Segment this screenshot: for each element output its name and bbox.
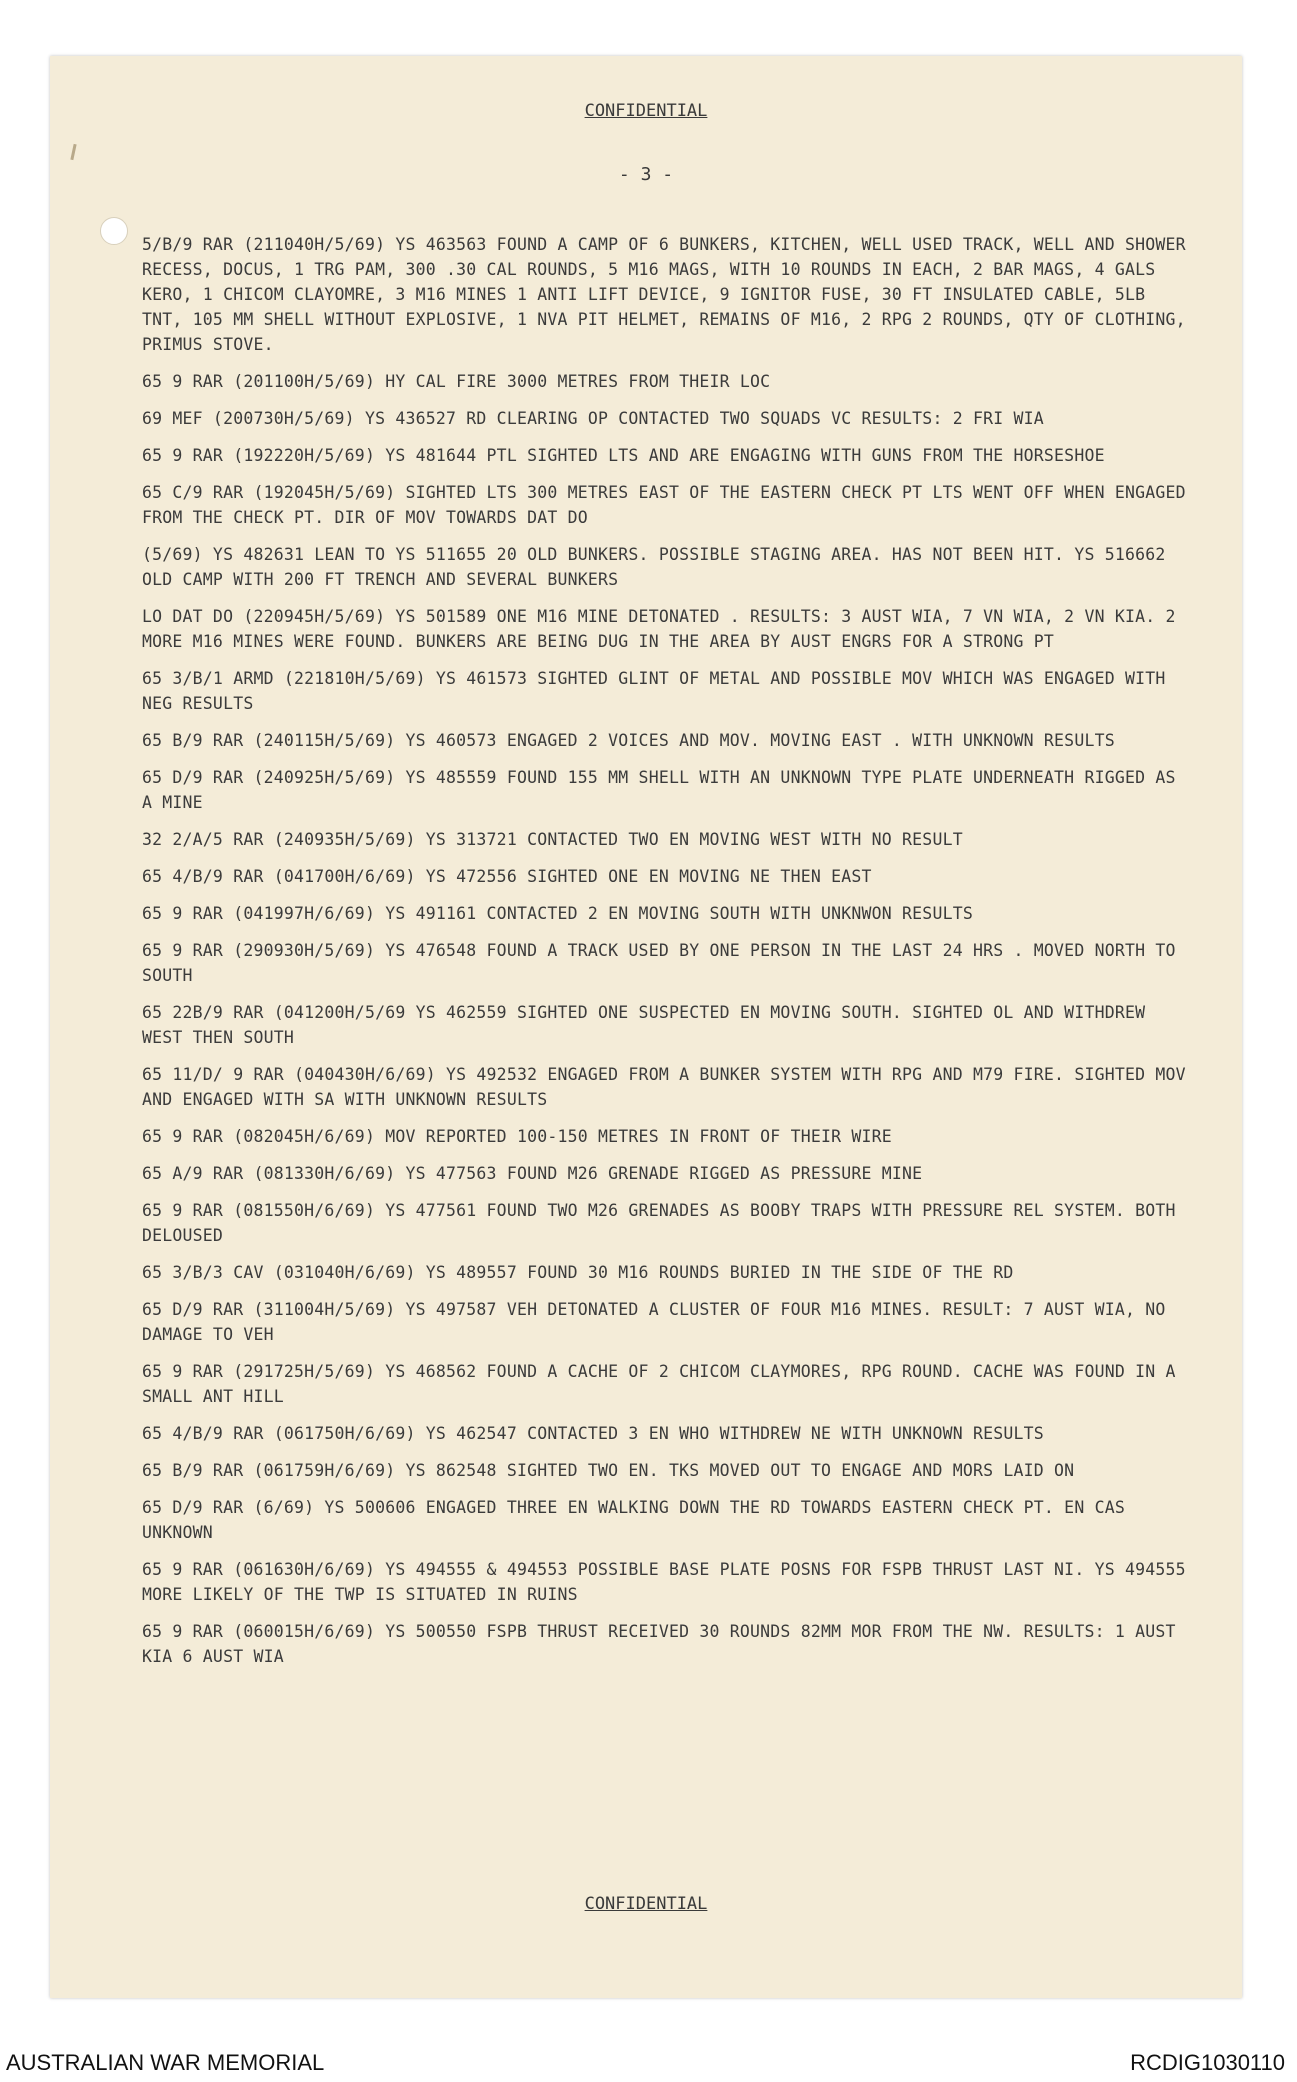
report-entry: 65 9 RAR (060015H/6/69) YS 500550 FSPB THRUST RECEIVED 30 ROUNDS 82MM MOR FROM THE NW. RESULTS: 1 AUST KIA 6 AUST WIA [142, 1622, 1186, 1666]
report-entry: 65 D/9 RAR (6/69) YS 500606 ENGAGED THREE EN WALKING DOWN THE RD TOWARDS EASTERN CHECK PT. EN CAS UNKNOWN [142, 1498, 1136, 1542]
report-entry: 65 9 RAR (082045H/6/69) MOV REPORTED 100-150 METRES IN FRONT OF THEIR WIRE [142, 1127, 892, 1146]
report-entry: 65 9 RAR (291725H/5/69) YS 468562 FOUND A CACHE OF 2 CHICOM CLAYMORES, RPG ROUND. CACHE WAS FOUND IN A SMALL ANT HILL [142, 1362, 1186, 1406]
document-page [50, 56, 1242, 1998]
report-entry: 65 22B/9 RAR (041200H/5/69 YS 462559 SIGHTED ONE SUSPECTED EN MOVING SOUTH. SIGHTED OL AND WITHDREW WEST THEN SOUTH [142, 1003, 1156, 1047]
report-entry: 65 9 RAR (061630H/6/69) YS 494555 & 494553 POSSIBLE BASE PLATE POSNS FOR FSPB THRUST LAST NI. YS 494555 MORE LIKELY OF THE TWP IS SITUATED IN RUINS [142, 1560, 1196, 1604]
report-entry: 5/B/9 RAR (211040H/5/69) YS 463563 FOUND A CAMP OF 6 BUNKERS, KITCHEN, WELL USED TRACK, WELL AND SHOWER RECESS, DOCUS, 1 TRG PAM, 300 .30 CAL ROUNDS, 5 M16 MAGS, WITH 10 ROUNDS IN EACH, 2 BAR MAGS, 4 GALS KERO, 1 CHICOM CLAYOMRE, 3 M16 MINES 1 ANTI LIFT DEVICE, 9 IGNITOR FUSE, 30 FT INSULATED CABLE, 5LB TNT, 105 MM SHELL WITHOUT EXPLOSIVE, 1 NVA PIT HELMET, REMAINS OF M16, 2 RPG 2 ROUNDS, QTY OF CLOTHING, PRIMUS STOVE. [142, 235, 1196, 354]
report-entry: 65 A/9 RAR (081330H/6/69) YS 477563 FOUND M26 GRENADE RIGGED AS PRESSURE MINE [142, 1164, 923, 1183]
archive-institution: AUSTRALIAN WAR MEMORIAL [6, 2050, 325, 2075]
report-entry: 65 D/9 RAR (240925H/5/69) YS 485559 FOUND 155 MM SHELL WITH AN UNKNOWN TYPE PLATE UNDERNEATH RIGGED AS A MINE [142, 768, 1186, 812]
punch-hole [100, 217, 128, 245]
report-entry: 65 9 RAR (201100H/5/69) HY CAL FIRE 3000 METRES FROM THEIR LOC [142, 372, 771, 391]
report-entry: 65 4/B/9 RAR (041700H/6/69) YS 472556 SIGHTED ONE EN MOVING NE THEN EAST [142, 867, 872, 886]
report-entry: 65 3/B/3 CAV (031040H/6/69) YS 489557 FOUND 30 M16 ROUNDS BURIED IN THE SIDE OF THE RD [142, 1263, 1014, 1282]
report-entry: 65 3/B/1 ARMD (221810H/5/69) YS 461573 SIGHTED GLINT OF METAL AND POSSIBLE MOV WHICH WAS ENGAGED WITH NEG RESULTS [142, 669, 1176, 713]
margin-mark [70, 144, 76, 160]
report-entry: 65 D/9 RAR (311004H/5/69) YS 497587 VEH DETONATED A CLUSTER OF FOUR M16 MINES. RESULT: 7 AUST WIA, NO DAMAGE TO VEH [142, 1300, 1176, 1344]
page-number: - 3 - [618, 164, 674, 185]
report-entry: 65 B/9 RAR (240115H/5/69) YS 460573 ENGAGED 2 VOICES AND MOV. MOVING EAST . WITH UNKNOWN RESULTS [142, 731, 1115, 750]
report-entry: 32 2/A/5 RAR (240935H/5/69) YS 313721 CONTACTED TWO EN MOVING WEST WITH NO RESULT [142, 830, 963, 849]
report-entry: 65 9 RAR (192220H/5/69) YS 481644 PTL SIGHTED LTS AND ARE ENGAGING WITH GUNS FROM THE HORSESHOE [142, 446, 1105, 465]
archive-caption-bar [0, 2046, 1297, 2082]
footer-classification: CONFIDENTIAL [584, 1894, 708, 1914]
report-entry: LO DAT DO (220945H/5/69) YS 501589 ONE M16 MINE DETONATED . RESULTS: 3 AUST WIA, 7 VN WIA, 2 VN KIA. 2 MORE M16 MINES WERE FOUND. BUNKERS ARE BEING DUG IN THE AREA BY AUST ENGRS FOR A STRONG PT [142, 607, 1186, 651]
header-classification: CONFIDENTIAL [584, 101, 708, 121]
report-entry: 65 9 RAR (290930H/5/69) YS 476548 FOUND A TRACK USED BY ONE PERSON IN THE LAST 24 HRS . MOVED NORTH TO SOUTH [142, 941, 1186, 985]
archive-item-id: RCDIG1030110 [1130, 2050, 1285, 2075]
report-entry: 65 11/D/ 9 RAR (040430H/6/69) YS 492532 ENGAGED FROM A BUNKER SYSTEM WITH RPG AND M79 FIRE. SIGHTED MOV AND ENGAGED WITH SA WITH UNKNOWN RESULTS [142, 1065, 1196, 1109]
report-entry: 65 4/B/9 RAR (061750H/6/69) YS 462547 CONTACTED 3 EN WHO WITHDREW NE WITH UNKNOWN RESULTS [142, 1424, 1044, 1443]
report-entry: (5/69) YS 482631 LEAN TO YS 511655 20 OLD BUNKERS. POSSIBLE STAGING AREA. HAS NOT BEEN HIT. YS 516662 OLD CAMP WITH 200 FT TRENCH AND SEVERAL BUNKERS [142, 545, 1176, 589]
report-entry: 65 B/9 RAR (061759H/6/69) YS 862548 SIGHTED TWO EN. TKS MOVED OUT TO ENGAGE AND MORS LAID ON [142, 1461, 1075, 1480]
report-entries [142, 232, 1196, 1681]
report-entry: 65 9 RAR (041997H/6/69) YS 491161 CONTACTED 2 EN MOVING SOUTH WITH UNKNWON RESULTS [142, 904, 973, 923]
report-entry: 65 9 RAR (081550H/6/69) YS 477561 FOUND TWO M26 GRENADES AS BOOBY TRAPS WITH PRESSURE REL SYSTEM. BOTH DELOUSED [142, 1201, 1186, 1245]
report-entry: 65 C/9 RAR (192045H/5/69) SIGHTED LTS 300 METRES EAST OF THE EASTERN CHECK PT LTS WENT OFF WHEN ENGAGED FROM THE CHECK PT. DIR OF MOV TOWARDS DAT DO [142, 483, 1196, 527]
report-entry: 69 MEF (200730H/5/69) YS 436527 RD CLEARING OP CONTACTED TWO SQUADS VC RESULTS: 2 FRI WIA [142, 409, 1044, 428]
